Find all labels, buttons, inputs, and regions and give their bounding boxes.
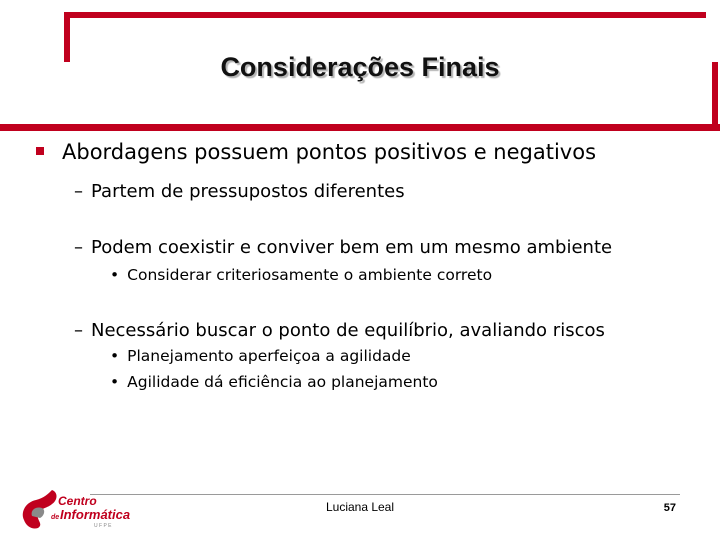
sub-point-text: Partem de pressupostos diferentes	[91, 181, 405, 202]
main-bullet-text: Abordagens possuem pontos positivos e negativos	[62, 140, 597, 164]
dot-bullet-icon: •	[110, 266, 120, 284]
title-underline-bar	[0, 124, 720, 131]
detail-point	[110, 347, 411, 365]
sub-point-text: Podem coexistir e conviver bem em um mesmo ambiente	[91, 237, 613, 258]
logo-line-3: U F P E	[94, 523, 112, 529]
logo-line-2: Informática	[60, 507, 131, 522]
footer-divider	[90, 494, 680, 495]
slide-title: Considerações Finais	[220, 52, 500, 82]
dot-bullet-icon: •	[110, 347, 120, 365]
logo-line-2-prefix: de	[51, 514, 60, 521]
sub-point	[74, 237, 612, 258]
dash-bullet-icon: –	[74, 237, 83, 258]
detail-point	[110, 266, 492, 284]
footer-author: Luciana Leal	[325, 500, 395, 514]
sub-point-text: Necessário buscar o ponto de equilíbrio, avaliando riscos	[91, 320, 605, 341]
sub-point	[74, 181, 405, 202]
dash-bullet-icon: –	[74, 181, 83, 202]
sub-point	[74, 320, 605, 341]
dash-bullet-icon: –	[74, 320, 83, 341]
detail-point	[110, 373, 438, 391]
frame-accent-horizontal	[64, 12, 706, 18]
logo-line-1: Centro	[58, 494, 97, 508]
square-bullet-icon	[36, 147, 44, 155]
main-bullet	[36, 140, 596, 164]
detail-point-text: Considerar criteriosamente o ambiente correto	[127, 266, 493, 284]
detail-point-text: Planejamento aperfeiçoa a agilidade	[127, 347, 411, 365]
detail-point-text: Agilidade dá eficiência ao planejamento	[127, 373, 438, 391]
dot-bullet-icon: •	[110, 373, 120, 391]
page-number: 57	[663, 502, 676, 514]
